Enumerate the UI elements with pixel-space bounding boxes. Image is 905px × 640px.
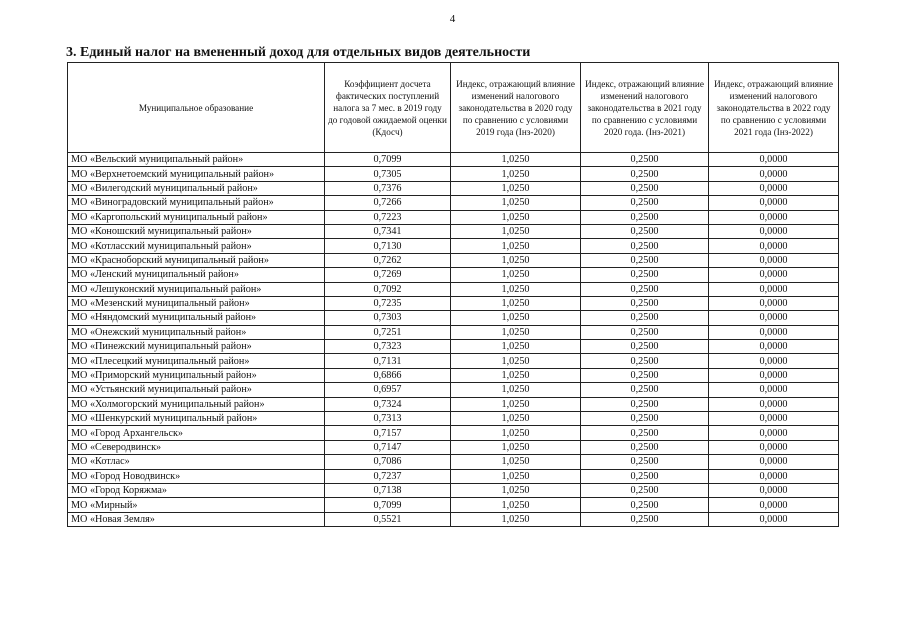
index-2021-cell: 0,2500 [581,268,709,282]
kdosch-cell: 0,7266 [325,196,451,210]
table-row [68,440,839,454]
table-row [68,239,839,253]
index-2020-cell: 1,0250 [451,383,581,397]
kdosch-cell: 0,7138 [325,483,451,497]
table-row [68,224,839,238]
index-2022-cell: 0,0000 [709,440,839,454]
index-2022-cell: 0,0000 [709,498,839,512]
kdosch-cell: 0,7323 [325,340,451,354]
table-row [68,368,839,382]
index-2021-cell: 0,2500 [581,325,709,339]
index-2021-cell: 0,2500 [581,196,709,210]
index-2022-cell: 0,0000 [709,311,839,325]
table-row [68,311,839,325]
index-2020-cell: 1,0250 [451,354,581,368]
index-2020-cell: 1,0250 [451,296,581,310]
index-2020-cell: 1,0250 [451,210,581,224]
kdosch-cell: 0,7086 [325,455,451,469]
kdosch-cell: 0,5521 [325,512,451,526]
index-2021-cell: 0,2500 [581,368,709,382]
index-2022-cell: 0,0000 [709,469,839,483]
kdosch-cell: 0,7099 [325,498,451,512]
column-header-index-2021: Индекс, отражающий влияние изменений налогового законодательства в 2021 году по сравнению с условиями 2020 года. (Iнз-2021) [581,63,709,153]
index-2021-cell: 0,2500 [581,282,709,296]
municipality-cell: МО «Вельский муниципальный район» [68,153,325,167]
index-2021-cell: 0,2500 [581,296,709,310]
kdosch-cell: 0,7147 [325,440,451,454]
kdosch-cell: 0,7251 [325,325,451,339]
table-row [68,296,839,310]
index-2020-cell: 1,0250 [451,311,581,325]
index-2020-cell: 1,0250 [451,224,581,238]
index-2020-cell: 1,0250 [451,483,581,497]
kdosch-cell: 0,7313 [325,412,451,426]
index-2021-cell: 0,2500 [581,469,709,483]
index-2022-cell: 0,0000 [709,340,839,354]
index-2022-cell: 0,0000 [709,268,839,282]
table-row [68,383,839,397]
index-2020-cell: 1,0250 [451,426,581,440]
table-row [68,340,839,354]
municipality-cell: МО «Плесецкий муниципальный район» [68,354,325,368]
column-header-kdosch: Коэффициент досчета фактических поступлений налога за 7 мес. в 2019 году до годовой ожидаемой оценки (Кдосч) [325,63,451,153]
index-2021-cell: 0,2500 [581,253,709,267]
table-row [68,210,839,224]
table-row [68,354,839,368]
index-2022-cell: 0,0000 [709,426,839,440]
index-2020-cell: 1,0250 [451,253,581,267]
index-2022-cell: 0,0000 [709,282,839,296]
table-row [68,483,839,497]
kdosch-cell: 0,6957 [325,383,451,397]
municipality-cell: МО «Город Новодвинск» [68,469,325,483]
municipality-cell: МО «Онежский муниципальный район» [68,325,325,339]
index-2021-cell: 0,2500 [581,440,709,454]
column-header-municipality: Муниципальное образование [68,63,325,153]
table-row [68,512,839,526]
index-2021-cell: 0,2500 [581,498,709,512]
index-2021-cell: 0,2500 [581,383,709,397]
table-row [68,153,839,167]
index-2021-cell: 0,2500 [581,455,709,469]
municipality-cell: МО «Коношский муниципальный район» [68,224,325,238]
municipality-cell: МО «Красноборский муниципальный район» [68,253,325,267]
kdosch-cell: 0,7235 [325,296,451,310]
index-2020-cell: 1,0250 [451,368,581,382]
index-2020-cell: 1,0250 [451,325,581,339]
table-row [68,412,839,426]
municipality-cell: МО «Мирный» [68,498,325,512]
header-row [68,63,839,153]
table-header [68,63,839,153]
index-2022-cell: 0,0000 [709,325,839,339]
municipality-cell: МО «Няндомский муниципальный район» [68,311,325,325]
kdosch-cell: 0,7223 [325,210,451,224]
index-2021-cell: 0,2500 [581,340,709,354]
table-row [68,196,839,210]
index-2020-cell: 1,0250 [451,196,581,210]
index-2022-cell: 0,0000 [709,397,839,411]
municipality-cell: МО «Новая Земля» [68,512,325,526]
kdosch-cell: 0,7341 [325,224,451,238]
section-title: 3. Единый налог на вмененный доход для отдельных видов деятельности [66,45,531,60]
municipality-cell: МО «Приморский муниципальный район» [68,368,325,382]
kdosch-cell: 0,7324 [325,397,451,411]
kdosch-cell: 0,7099 [325,153,451,167]
table-row [68,268,839,282]
table-row [68,181,839,195]
table-body [68,153,839,527]
index-2020-cell: 1,0250 [451,153,581,167]
index-2020-cell: 1,0250 [451,239,581,253]
municipality-cell: МО «Лешуконский муниципальный район» [68,282,325,296]
index-2020-cell: 1,0250 [451,167,581,181]
municipality-cell: МО «Котласский муниципальный район» [68,239,325,253]
table-row [68,426,839,440]
index-2021-cell: 0,2500 [581,181,709,195]
kdosch-cell: 0,7157 [325,426,451,440]
municipality-cell: МО «Устьянский муниципальный район» [68,383,325,397]
municipality-cell: МО «Ленский муниципальный район» [68,268,325,282]
kdosch-cell: 0,7269 [325,268,451,282]
municipality-cell: МО «Мезенский муниципальный район» [68,296,325,310]
kdosch-cell: 0,7131 [325,354,451,368]
index-2022-cell: 0,0000 [709,296,839,310]
index-2021-cell: 0,2500 [581,224,709,238]
municipality-cell: МО «Вилегодский муниципальный район» [68,181,325,195]
column-header-index-2020: Индекс, отражающий влияние изменений налогового законодательства в 2020 году по сравнению с условиями 2019 года (Iнз-2020) [451,63,581,153]
index-2021-cell: 0,2500 [581,311,709,325]
municipality-cell: МО «Холмогорский муниципальный район» [68,397,325,411]
index-2022-cell: 0,0000 [709,196,839,210]
index-2022-cell: 0,0000 [709,368,839,382]
index-2021-cell: 0,2500 [581,412,709,426]
index-2020-cell: 1,0250 [451,397,581,411]
index-2020-cell: 1,0250 [451,455,581,469]
index-2021-cell: 0,2500 [581,153,709,167]
index-2021-cell: 0,2500 [581,483,709,497]
index-2022-cell: 0,0000 [709,383,839,397]
index-2022-cell: 0,0000 [709,210,839,224]
table-row [68,282,839,296]
index-2022-cell: 0,0000 [709,153,839,167]
municipality-cell: МО «Шенкурский муниципальный район» [68,412,325,426]
index-2022-cell: 0,0000 [709,483,839,497]
index-2022-cell: 0,0000 [709,512,839,526]
municipality-cell: МО «Каргопольский муниципальный район» [68,210,325,224]
index-2020-cell: 1,0250 [451,512,581,526]
index-2022-cell: 0,0000 [709,412,839,426]
column-header-index-2022: Индекс, отражающий влияние изменений налогового законодательства в 2022 году по сравнению с условиями 2021 года (Iнз-2022) [709,63,839,153]
index-2022-cell: 0,0000 [709,354,839,368]
table-row [68,253,839,267]
municipality-cell: МО «Верхнетоемский муниципальный район» [68,167,325,181]
tax-index-table [67,62,839,527]
table-row [68,325,839,339]
index-2020-cell: 1,0250 [451,340,581,354]
municipality-cell: МО «Котлас» [68,455,325,469]
kdosch-cell: 0,7305 [325,167,451,181]
index-2021-cell: 0,2500 [581,239,709,253]
municipality-cell: МО «Город Коряжма» [68,483,325,497]
index-2021-cell: 0,2500 [581,426,709,440]
index-2021-cell: 0,2500 [581,167,709,181]
index-2021-cell: 0,2500 [581,397,709,411]
kdosch-cell: 0,6866 [325,368,451,382]
kdosch-cell: 0,7262 [325,253,451,267]
municipality-cell: МО «Пинежский муниципальный район» [68,340,325,354]
table-row [68,498,839,512]
table-row [68,455,839,469]
index-2020-cell: 1,0250 [451,412,581,426]
kdosch-cell: 0,7376 [325,181,451,195]
index-2021-cell: 0,2500 [581,512,709,526]
municipality-cell: МО «Город Архангельск» [68,426,325,440]
index-2022-cell: 0,0000 [709,181,839,195]
index-2022-cell: 0,0000 [709,167,839,181]
index-2020-cell: 1,0250 [451,268,581,282]
municipality-cell: МО «Северодвинск» [68,440,325,454]
kdosch-cell: 0,7303 [325,311,451,325]
table-row [68,167,839,181]
index-2022-cell: 0,0000 [709,224,839,238]
table-row [68,469,839,483]
index-2020-cell: 1,0250 [451,440,581,454]
index-2022-cell: 0,0000 [709,239,839,253]
index-2022-cell: 0,0000 [709,455,839,469]
kdosch-cell: 0,7092 [325,282,451,296]
index-2020-cell: 1,0250 [451,282,581,296]
table-row [68,397,839,411]
kdosch-cell: 0,7130 [325,239,451,253]
index-2021-cell: 0,2500 [581,210,709,224]
kdosch-cell: 0,7237 [325,469,451,483]
municipality-cell: МО «Виноградовский муниципальный район» [68,196,325,210]
index-2020-cell: 1,0250 [451,181,581,195]
index-2020-cell: 1,0250 [451,498,581,512]
index-2021-cell: 0,2500 [581,354,709,368]
index-2020-cell: 1,0250 [451,469,581,483]
index-2022-cell: 0,0000 [709,253,839,267]
page-number: 4 [449,13,456,25]
